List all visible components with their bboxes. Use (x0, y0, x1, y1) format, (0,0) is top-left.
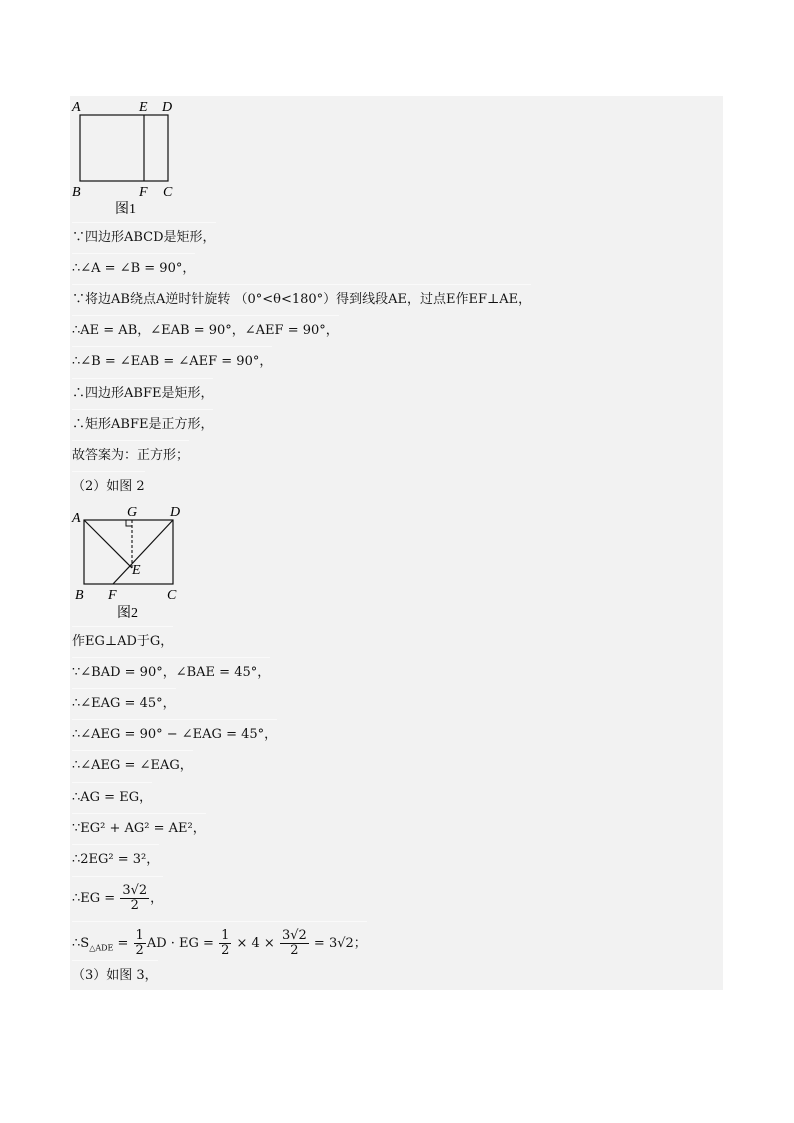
label-E: E (132, 563, 141, 578)
text-line: ∴2EG² = 3²， (72, 844, 159, 875)
label-C: C (163, 185, 173, 200)
figure-1-caption: 图1 (115, 202, 136, 217)
fraction-numerator: 1 (221, 928, 230, 943)
label-F: F (108, 588, 117, 603)
text-line: ∵EG² + AG² = AE²， (72, 813, 206, 844)
eg-suffix: ， (150, 891, 164, 906)
text-line: ∴四边形ABFE是矩形， (72, 378, 213, 409)
text-line: ∴∠EAG = 45°， (72, 688, 176, 719)
label-E: E (139, 100, 148, 115)
text-line: 作EG⊥AD于G， (72, 626, 173, 657)
text-line: ∴∠AEG = 90° − ∠EAG = 45°， (72, 719, 277, 750)
label-G: G (127, 505, 138, 520)
fraction-denominator: 2 (221, 943, 230, 958)
text-line: ∴∠A = ∠B = 90°， (72, 253, 195, 284)
label-A: A (72, 100, 81, 115)
figure-1 (70, 96, 200, 220)
text-line: ∵将边AB绕点A逆时针旋转 （0°<θ<180°）得到线段AE，过点E作EF⊥AE， (72, 284, 531, 315)
text-line: ∴AE = AB，∠EAB = 90°，∠AEF = 90°， (72, 315, 339, 346)
area-end: = 3√2； (309, 936, 367, 951)
text-line: ∴∠AEG = ∠EAG， (72, 750, 193, 781)
text-line: ∴∠B = ∠EAB = ∠AEF = 90°， (72, 346, 272, 377)
eg-result-line (72, 876, 163, 921)
text-line: （3）如图 3， (72, 960, 158, 991)
fraction-eg (280, 929, 309, 958)
text-line: ∴AG = EG， (72, 782, 152, 813)
area-mid-1: AD · EG = (146, 936, 219, 951)
fraction-half-2 (219, 929, 231, 958)
solution-content (70, 96, 723, 990)
fraction-half-1 (134, 929, 146, 958)
label-D: D (162, 100, 173, 115)
eg-fraction (120, 884, 149, 913)
text-line: 故答案为：正方形； (72, 440, 189, 471)
eg-fraction-denominator: 2 (130, 898, 139, 913)
fraction-denominator: 2 (290, 943, 299, 958)
text-line: （2）如图 2 (72, 471, 145, 502)
figure-2 (70, 502, 200, 626)
fraction-numerator: 1 (135, 928, 144, 943)
area-mid-2: × 4 × (232, 936, 279, 951)
text-line: ∵四边形ABCD是矩形， (72, 222, 216, 253)
text-line: ∴矩形ABFE是正方形， (72, 409, 213, 440)
eg-prefix: ∴EG = (72, 891, 120, 906)
figure-2-diagram (70, 502, 200, 626)
area-subscript: △ADE (89, 943, 114, 953)
label-F: F (139, 185, 148, 200)
area-eq: = (113, 936, 133, 951)
fraction-numerator: 3√2 (281, 928, 307, 943)
area-prefix: ∴S (72, 936, 90, 951)
label-C: C (167, 588, 177, 603)
eg-fraction-numerator: 3√2 (122, 883, 148, 898)
label-D: D (170, 505, 181, 520)
label-B: B (75, 588, 84, 603)
figure-2-caption: 图2 (117, 606, 138, 621)
label-B: B (72, 185, 81, 200)
label-A: A (72, 511, 81, 526)
figure-1-diagram (70, 96, 200, 220)
fraction-denominator: 2 (135, 943, 144, 958)
text-line: ∵∠BAD = 90°，∠BAE = 45°， (72, 657, 270, 688)
